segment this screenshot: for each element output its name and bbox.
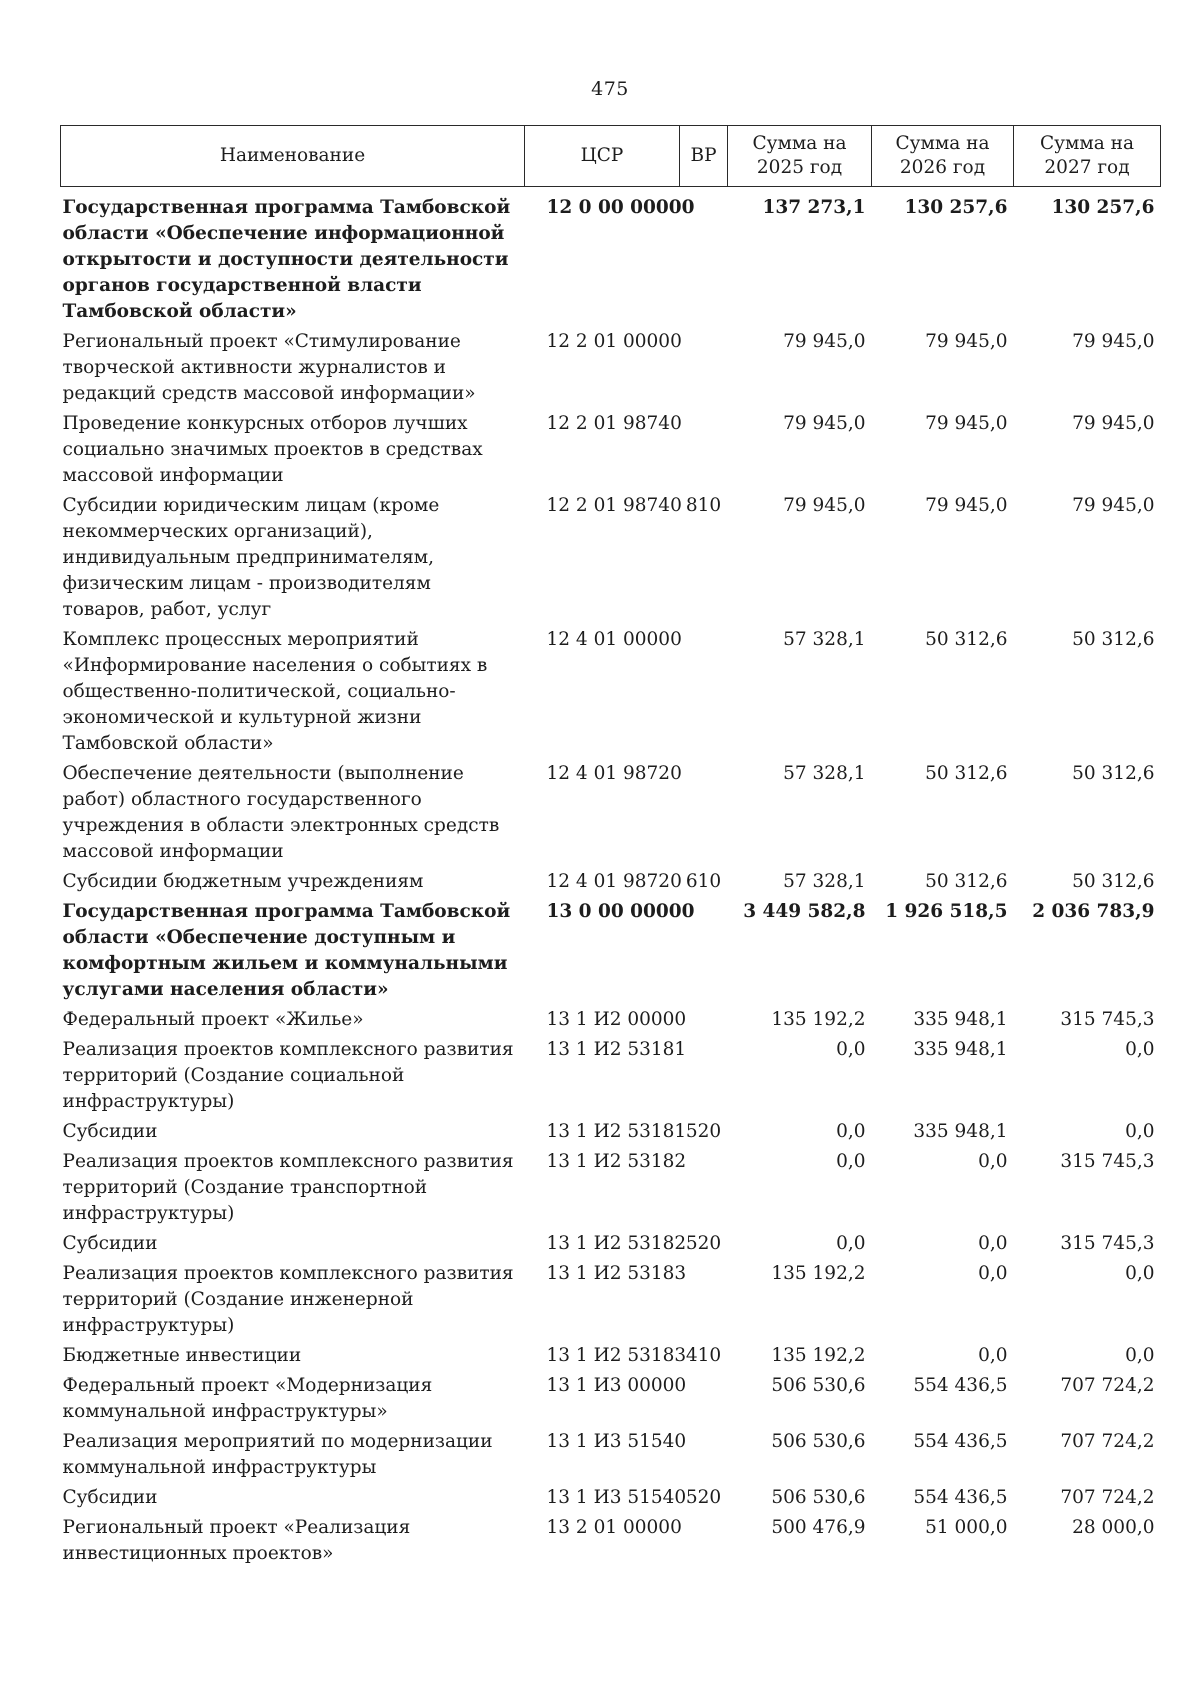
row-vr [680,329,728,411]
table-row [61,899,1161,1007]
row-vr: 520 [685,1121,722,1142]
row-name: Региональный проект «Реализация инвестиционных проектов» [62,1517,411,1564]
row-sum-2026: 130 257,6 [904,197,1008,218]
row-name: Региональный проект «Стимулирование творческой активности журналистов и редакций средств массовой информации» [62,331,476,404]
row-sum-2026: 554 436,5 [913,1431,1008,1452]
row-sum-2026: 0,0 [978,1151,1008,1172]
row-sum-2027: 50 312,6 [1072,871,1155,892]
row-sum-2027: 707 724,2 [1060,1375,1155,1396]
row-vr [680,1037,728,1119]
row-sum-2026: 335 948,1 [913,1121,1008,1142]
row-sum-2025: 57 328,1 [783,763,866,784]
header-sum-2027: Сумма на 2027 год [1014,126,1161,187]
row-sum-2026: 335 948,1 [913,1009,1008,1030]
table-row [61,761,1161,869]
row-sum-2025: 0,0 [836,1151,866,1172]
row-sum-2025: 57 328,1 [783,629,866,650]
table-row [61,411,1161,493]
row-sum-2026: 50 312,6 [925,629,1008,650]
row-name: Реализация проектов комплексного развития территорий (Создание инженерной инфраструктуры) [62,1263,514,1336]
row-vr [680,1007,728,1037]
row-vr [680,1149,728,1231]
row-sum-2025: 79 945,0 [783,331,866,352]
row-sum-2027: 130 257,6 [1051,197,1155,218]
row-csr: 12 2 01 00000 [546,331,682,352]
row-sum-2025: 135 192,2 [771,1263,866,1284]
row-vr: 520 [685,1487,722,1508]
row-csr: 13 1 И2 53182 [546,1151,687,1172]
budget-table [60,125,1161,1571]
row-sum-2027: 0,0 [1125,1263,1155,1284]
row-sum-2026: 0,0 [978,1263,1008,1284]
row-sum-2027: 79 945,0 [1072,495,1155,516]
header-csr: ЦСР [525,126,680,187]
row-sum-2027: 28 000,0 [1072,1517,1155,1538]
table-row [61,627,1161,761]
row-vr: 410 [685,1345,722,1366]
row-vr: 520 [685,1233,722,1254]
row-sum-2025: 135 192,2 [771,1345,866,1366]
table-row [61,1119,1161,1149]
row-sum-2025: 57 328,1 [783,871,866,892]
row-csr: 13 1 И3 51540 [546,1431,687,1452]
row-sum-2025: 0,0 [836,1121,866,1142]
row-sum-2026: 0,0 [978,1233,1008,1254]
row-csr: 12 4 01 00000 [546,629,682,650]
row-name: Субсидии бюджетным учреждениям [62,871,424,892]
row-csr: 12 4 01 98720 [546,871,682,892]
row-sum-2025: 506 530,6 [771,1431,866,1452]
row-name: Федеральный проект «Модернизация коммунальной инфраструктуры» [62,1375,433,1422]
table-row [61,493,1161,627]
row-vr [680,761,728,869]
table-row [61,869,1161,899]
row-vr: 810 [685,495,722,516]
row-csr: 13 1 И3 00000 [546,1375,687,1396]
row-sum-2026: 79 945,0 [925,331,1008,352]
row-sum-2026: 1 926 518,5 [885,901,1008,922]
table-row [61,1231,1161,1261]
row-sum-2026: 554 436,5 [913,1487,1008,1508]
row-vr [680,411,728,493]
row-name: Обеспечение деятельности (выполнение работ) областного государственного учреждения в области электронных средств массовой информации [62,763,500,862]
row-name: Субсидии [62,1487,158,1508]
row-csr: 12 2 01 98740 [546,413,682,434]
row-csr: 13 1 И2 53182 [546,1233,687,1254]
row-sum-2025: 0,0 [836,1233,866,1254]
table-row [61,1373,1161,1429]
row-sum-2026: 335 948,1 [913,1039,1008,1060]
row-sum-2025: 0,0 [836,1039,866,1060]
row-sum-2027: 707 724,2 [1060,1431,1155,1452]
table-row [61,187,1161,330]
row-name: Реализация проектов комплексного развития территорий (Создание транспортной инфраструктуры) [62,1151,514,1224]
header-sum-2026: Сумма на 2026 год [872,126,1014,187]
row-vr [680,1429,728,1485]
row-name: Субсидии [62,1233,158,1254]
table-row [61,1149,1161,1231]
row-sum-2025: 79 945,0 [783,495,866,516]
row-sum-2027: 79 945,0 [1072,413,1155,434]
row-sum-2026: 50 312,6 [925,871,1008,892]
row-sum-2027: 0,0 [1125,1039,1155,1060]
row-sum-2025: 506 530,6 [771,1375,866,1396]
table-row [61,1429,1161,1485]
row-sum-2027: 0,0 [1125,1345,1155,1366]
row-name: Субсидии юридическим лицам (кроме некоммерческих организаций), индивидуальным предпринимателям, физическим лицам - производителям товаров, работ, услуг [62,495,440,620]
table-row [61,1515,1161,1571]
row-sum-2025: 137 273,1 [762,197,866,218]
row-sum-2027: 315 745,3 [1060,1151,1155,1172]
row-sum-2025: 135 192,2 [771,1009,866,1030]
row-name: Реализация мероприятий по модернизации коммунальной инфраструктуры [62,1431,493,1478]
row-sum-2027: 0,0 [1125,1121,1155,1142]
row-sum-2025: 506 530,6 [771,1487,866,1508]
table-body [61,187,1161,1572]
row-csr: 13 1 И2 53183 [546,1345,687,1366]
row-name: Реализация проектов комплексного развития территорий (Создание социальной инфраструктуры) [62,1039,514,1112]
row-sum-2027: 79 945,0 [1072,331,1155,352]
row-csr: 13 2 01 00000 [546,1517,682,1538]
row-csr: 12 0 00 00000 [546,197,695,218]
row-csr: 13 1 И2 53181 [546,1039,687,1060]
row-sum-2026: 79 945,0 [925,495,1008,516]
table-header [61,126,1161,187]
row-vr [680,1373,728,1429]
row-vr: 610 [685,871,722,892]
row-sum-2025: 3 449 582,8 [743,901,866,922]
row-sum-2027: 50 312,6 [1072,763,1155,784]
header-vr: ВР [680,126,728,187]
row-name: Бюджетные инвестиции [62,1345,302,1366]
table-row [61,1343,1161,1373]
row-sum-2027: 315 745,3 [1060,1233,1155,1254]
row-vr [680,1515,728,1571]
row-csr: 13 1 И3 51540 [546,1487,687,1508]
row-sum-2027: 707 724,2 [1060,1487,1155,1508]
row-sum-2025: 79 945,0 [783,413,866,434]
row-name: Комплекс процессных мероприятий «Информирование населения о событиях в общественно-политической, социально-экономической и культурной жизни Тамбовской области» [62,629,488,754]
header-sum-2025: Сумма на 2025 год [728,126,872,187]
row-csr: 13 0 00 00000 [546,901,695,922]
row-csr: 12 4 01 98720 [546,763,682,784]
row-sum-2026: 0,0 [978,1345,1008,1366]
row-csr: 13 1 И2 53183 [546,1263,687,1284]
table-row [61,1485,1161,1515]
row-name: Государственная программа Тамбовской области «Обеспечение информационной открытости и доступности деятельности органов государственной власти Тамбовской области» [62,197,511,322]
table-row [61,1037,1161,1119]
row-csr: 13 1 И2 00000 [546,1009,687,1030]
row-vr [680,627,728,761]
row-sum-2027: 315 745,3 [1060,1009,1155,1030]
row-name: Государственная программа Тамбовской области «Обеспечение доступным и комфортным жильем и коммунальными услугами населения области» [62,901,511,1000]
row-sum-2025: 500 476,9 [771,1517,866,1538]
row-csr: 13 1 И2 53181 [546,1121,687,1142]
row-sum-2026: 50 312,6 [925,763,1008,784]
row-sum-2027: 50 312,6 [1072,629,1155,650]
table-row [61,329,1161,411]
row-vr [680,1261,728,1343]
row-sum-2026: 51 000,0 [925,1517,1008,1538]
row-sum-2026: 79 945,0 [925,413,1008,434]
row-name: Федеральный проект «Жилье» [62,1009,364,1030]
page-number: 475 [591,78,629,100]
row-name: Проведение конкурсных отборов лучших социально значимых проектов в средствах массовой информации [62,413,483,486]
row-sum-2026: 554 436,5 [913,1375,1008,1396]
row-sum-2027: 2 036 783,9 [1032,901,1155,922]
row-name: Субсидии [62,1121,158,1142]
table-row [61,1007,1161,1037]
row-csr: 12 2 01 98740 [546,495,682,516]
header-name: Наименование [61,126,525,187]
table-row [61,1261,1161,1343]
